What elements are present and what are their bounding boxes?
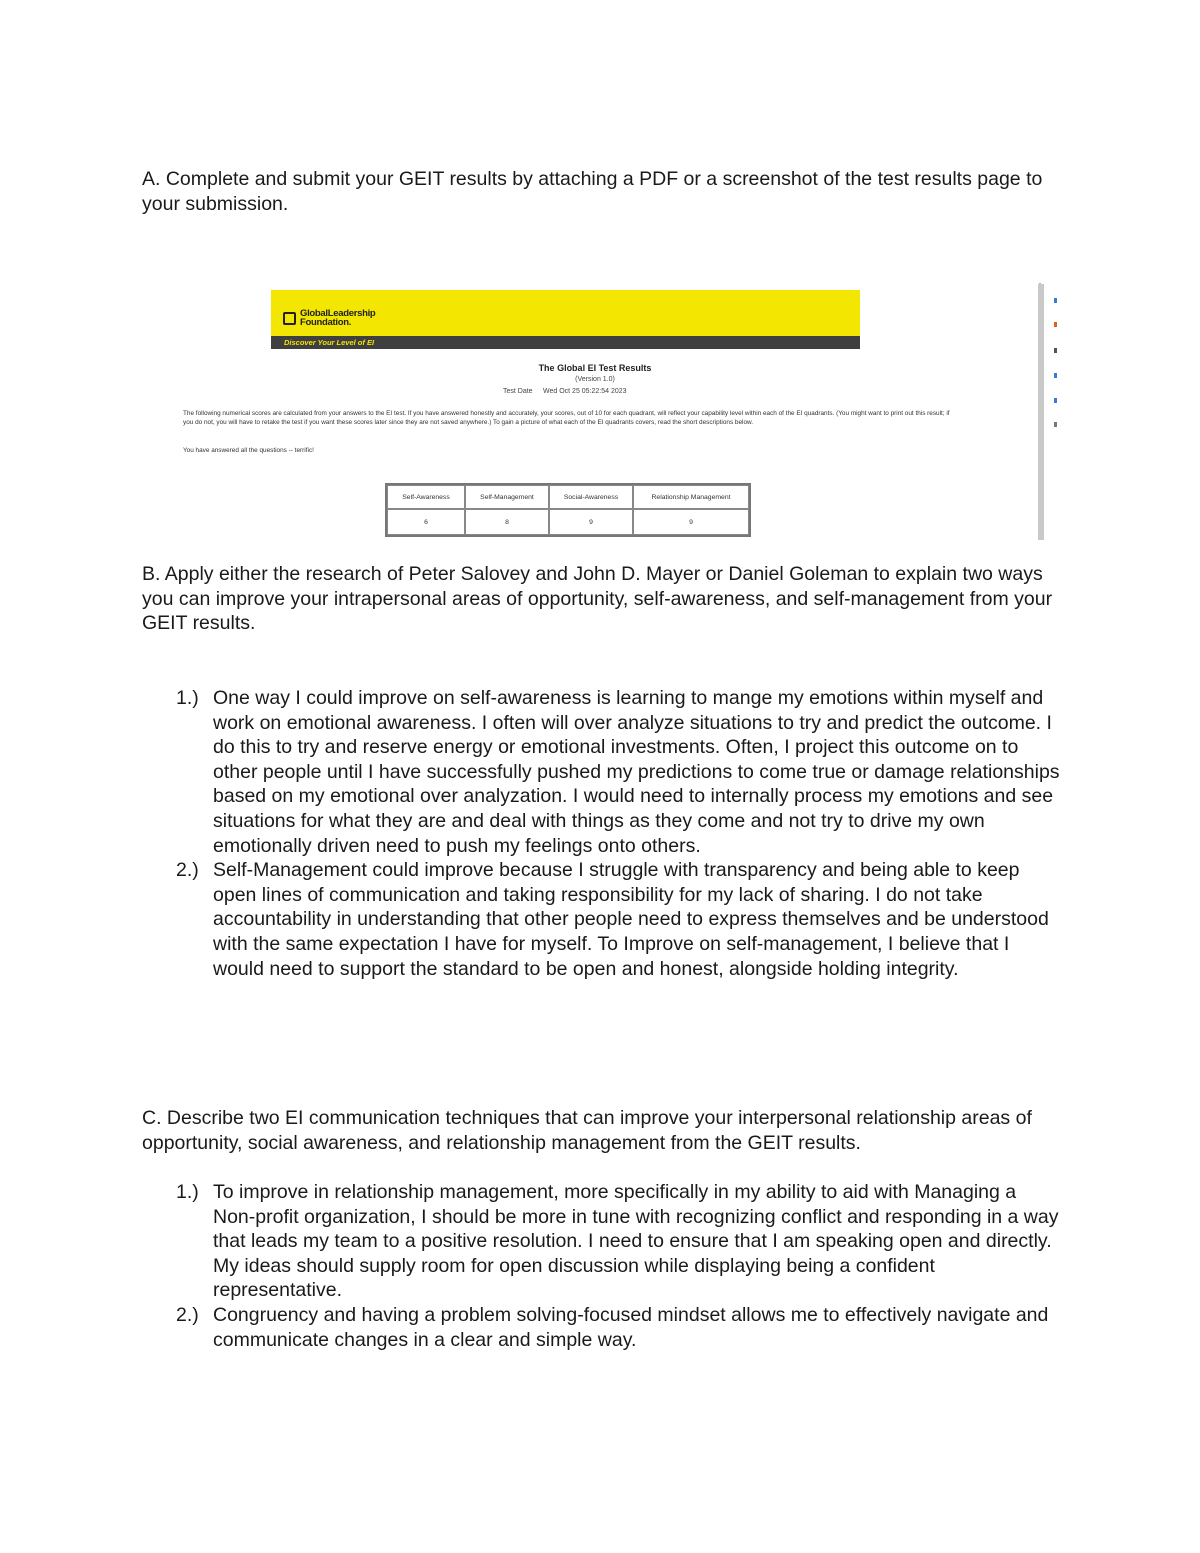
list-item-number: 1.) [176, 687, 199, 709]
list-item [142, 858, 1062, 981]
score-table-value-row [387, 509, 749, 535]
answered-note: You have answered all the questions -- terrific! [183, 447, 314, 454]
geit-results-screenshot [175, 282, 1060, 544]
foundation-logo-text: GlobalLeadership Foundation. [300, 308, 376, 328]
edge-mark [1054, 298, 1057, 303]
edge-mark [1054, 398, 1057, 403]
score-table-header-row [387, 485, 749, 509]
edge-mark [1054, 322, 1057, 327]
section-b-prompt: B. Apply either the research of Peter Salovey and John D. Mayer or Daniel Goleman to explain two ways you can improve your intrapersonal areas of opportunity, self-awareness, and self-management from your GEIT results. [142, 563, 1053, 635]
list-item-number: 2.) [176, 859, 199, 882]
section-c-prompt: C. Describe two EI communication techniques that can improve your interpersonal relationship areas of opportunity, social awareness, and relationship management from the GEIT results. [142, 1107, 1032, 1154]
score-relationship-management: 9 [633, 509, 749, 535]
section-a-prompt: A. Complete and submit your GEIT results by attaching a PDF or a screenshot of the test results page to your submission. [142, 168, 1043, 215]
list-item [142, 686, 1062, 858]
list-item-text: Self-Management could improve because I struggle with transparency and being able to keep open lines of communication and taking responsibility for my lack of sharing. I do not take accountability in understanding that other people need to express themselves and be understood with the same expectation I have for myself. To Improve on self-management, I believe that I would need to support the standard to be open and honest, alongside holding integrity. [213, 859, 1049, 980]
results-banner [271, 290, 860, 349]
list-item-number: 1.) [176, 1181, 199, 1203]
screenshot-scrollbar [1038, 284, 1044, 540]
banner-tagline: Discover Your Level of EI [271, 336, 860, 349]
list-item [142, 1180, 1062, 1303]
test-date-label: Test Date [503, 388, 533, 395]
list-item-text: To improve in relationship management, more specifically in my ability to aid with Managing a Non-profit organization, I should be more in tune with recognizing conflict and responding in a way that leads my team to a positive resolution. I need to ensure that I am speaking open and directly. My ideas should supply room for open discussion while displaying being a confident representative. [213, 1181, 1059, 1302]
score-self-awareness: 6 [387, 509, 465, 535]
foundation-logo-icon [283, 312, 296, 325]
test-date-value: Wed Oct 25 05:22:54 2023 [543, 388, 627, 395]
list-item-number: 2.) [176, 1303, 199, 1326]
edge-mark [1054, 348, 1057, 353]
results-description: The following numerical scores are calculated from your answers to the EI test. If you have answered honestly and accurately, your scores, out of 10 for each quadrant, will reflect your capability level within each of the EI quadrants. (You might want to print out this result; if you do not, you will have to retake the test if you want these scores later since they are not saved anywhere.) To gain a picture of what each of the EI quadrants covers, read the short descriptions below. [183, 410, 950, 426]
header-social-awareness: Social-Awareness [549, 485, 633, 509]
section-b-list [142, 686, 1062, 981]
edge-mark [1054, 373, 1057, 378]
header-self-awareness: Self-Awareness [387, 485, 465, 509]
results-title: The Global EI Test Results [538, 363, 652, 373]
score-social-awareness: 9 [549, 509, 633, 535]
list-item-text: Congruency and having a problem solving-focused mindset allows me to effectively navigate and communicate changes in a clear and simple way. [213, 1303, 1049, 1351]
score-self-management: 8 [465, 509, 549, 535]
section-c-list [142, 1180, 1062, 1352]
header-self-management: Self-Management [465, 485, 549, 509]
score-table [385, 483, 751, 537]
edge-mark [1054, 422, 1057, 427]
header-relationship-management: Relationship Management [633, 485, 749, 509]
list-item [142, 1303, 1062, 1352]
list-item-text: One way I could improve on self-awareness is learning to mange my emotions within myself and work on emotional awareness. I often will over analyze situations to try and predict the outcome. I do this to try and reserve energy or emotional investments. Often, I project this outcome on to other people until I have successfully pushed my predictions to come true or damage relationships based on my emotional over analyzation. I would need to internally process my emotions and see situations for what they are and deal with things as they come and not try to drive my own emotionally driven need to push my feelings onto others. [213, 687, 1060, 857]
results-version: (Version 1.0) [575, 376, 615, 383]
